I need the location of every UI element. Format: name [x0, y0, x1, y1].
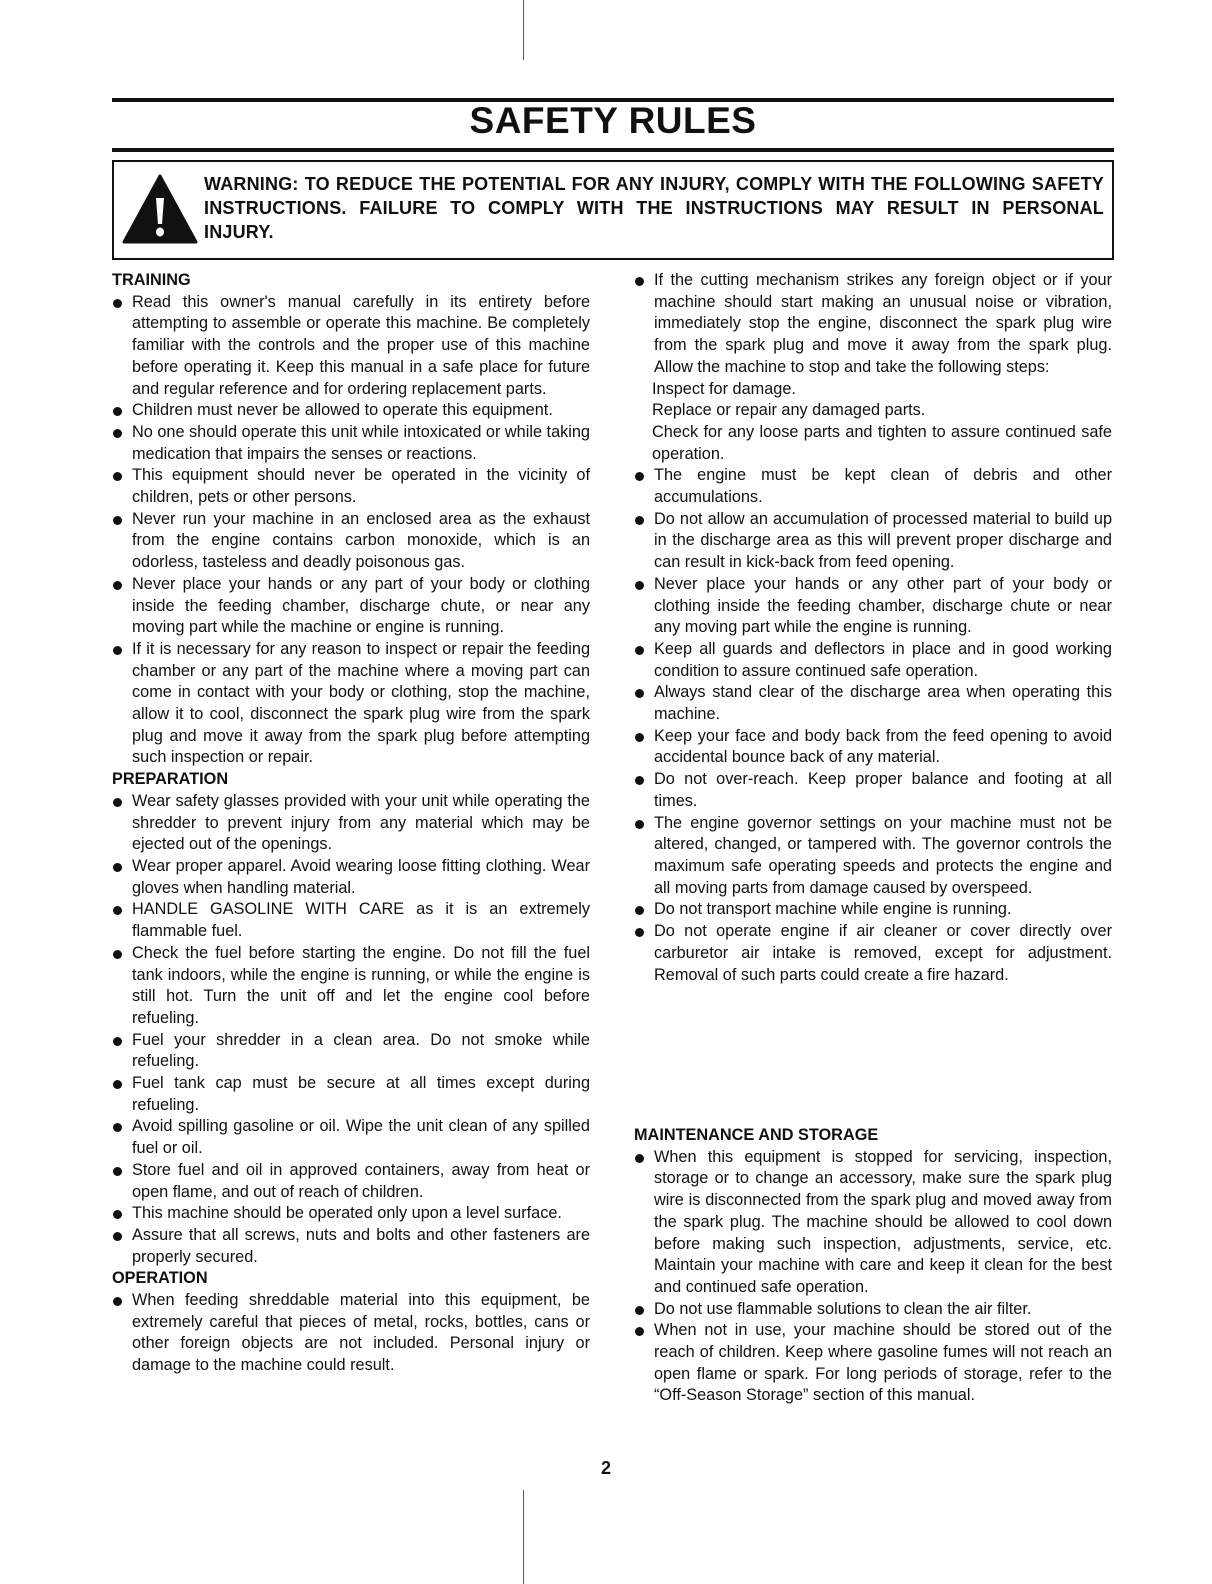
- item-text: Wear safety glasses provided with your unit while operating the shredder to prevent injury from any material which may be ejected out of the openings.: [132, 791, 590, 854]
- list-item: [112, 1290, 590, 1377]
- bullet-list: [112, 1290, 590, 1377]
- list-item: [634, 1147, 1112, 1299]
- list-item: [112, 509, 590, 574]
- item-text: Avoid spilling gasoline or oil. Wipe the unit clean of any spilled fuel or oil.: [132, 1117, 590, 1158]
- item-text: Children must never be allowed to operate this equipment.: [132, 401, 553, 420]
- warning-text: WARNING: TO REDUCE THE POTENTIAL FOR ANY INJURY, COMPLY WITH THE FOLLOWING SAFETY INSTRUCTIONS. FAILURE TO COMPLY WITH THE INSTRUCTIONS MAY RESULT IN PERSONAL INJURY.: [204, 174, 1104, 242]
- step-text: Replace or repair any damaged parts.: [652, 401, 926, 420]
- bullet-list: [634, 1147, 1112, 1407]
- maintenance-section: [634, 1125, 1112, 1407]
- bullet-icon: [113, 1232, 122, 1241]
- bullet-icon: [113, 581, 122, 590]
- list-item: [634, 639, 1112, 682]
- warning-box: [112, 160, 1114, 260]
- item-text: When this equipment is stopped for servicing, inspection, storage or to change an accessory, make sure the spark plug wire is disconnected from the spark plug and moved away from the spark plug. The machine should be allowed to cool down before making such inspection, adjustments, service, etc. Maintain your machine with care and keep it clean for the best and continued safe operation.: [654, 1147, 1112, 1296]
- bullet-icon: [113, 472, 122, 481]
- bullet-list: [634, 270, 1112, 986]
- list-item: [634, 270, 1112, 465]
- list-item: [112, 465, 590, 508]
- bullet-icon: [113, 1123, 122, 1132]
- item-text: Never place your hands or any part of your body or clothing inside the feeding chamber, discharge chute, or near any moving part while the machine or engine is running.: [132, 574, 590, 637]
- list-item: [112, 400, 590, 422]
- item-text: Fuel tank cap must be secure at all times except during refueling.: [132, 1074, 590, 1114]
- item-text: If it is necessary for any reason to inspect or repair the feeding chamber or any part of the machine where a moving part can come in contact with your body or clothing, stop the machine, allow it to cool, disconnect the spark plug wire from the spark plug and move it away from the spark plug before attempting such inspection or repair.: [132, 639, 590, 767]
- bullet-icon: [635, 1306, 644, 1315]
- page-title: SAFETY RULES: [469, 100, 757, 141]
- list-item: [112, 943, 590, 1030]
- list-item: [112, 574, 590, 639]
- list-item: [634, 1320, 1112, 1407]
- list-item: [634, 726, 1112, 769]
- bullet-icon: [113, 1210, 122, 1219]
- item-text: Wear proper apparel. Avoid wearing loose fitting clothing. Wear gloves when handling material.: [132, 856, 590, 897]
- bullet-icon: [635, 689, 644, 698]
- list-item: [112, 292, 590, 401]
- bullet-icon: [113, 950, 122, 959]
- item-text: When feeding shreddable material into this equipment, be extremely careful that pieces of metal, rocks, bottles, cans or other foreign objects are not included. Personal injury or damage to the machine could result.: [132, 1291, 590, 1375]
- list-item: [634, 769, 1112, 812]
- scan-artifact-line: [523, 0, 524, 60]
- list-item: [112, 1030, 590, 1073]
- list-item: [634, 1299, 1112, 1321]
- bullet-icon: [635, 277, 644, 286]
- item-text: Do not operate engine if air cleaner or cover directly over carburetor air intake is removed, except for adjustment. Removal of such parts could create a fire hazard.: [654, 922, 1112, 984]
- scan-artifact-line: [523, 1490, 524, 1584]
- item-text: Never place your hands or any other part of your body or clothing inside the feeding chamber, discharge chute or near any moving part while the engine is running.: [654, 574, 1112, 637]
- item-text: Store fuel and oil in approved containers, away from heat or open flame, and out of reach of children.: [132, 1160, 590, 1201]
- bullet-icon: [113, 1297, 122, 1306]
- list-item: [112, 1116, 590, 1159]
- item-text: Fuel your shredder in a clean area. Do not smoke while refueling.: [132, 1030, 590, 1071]
- list-item: [112, 1203, 590, 1225]
- bullet-icon: [113, 906, 122, 915]
- list-item: [112, 791, 590, 856]
- item-text: Never run your machine in an enclosed area as the exhaust from the engine contains carbon monoxide, which is an odorless, tasteless and deadly poisonous gas.: [132, 509, 590, 572]
- item-text: The engine must be kept clean of debris and other accumulations.: [654, 466, 1112, 507]
- bullet-icon: [635, 1327, 644, 1336]
- list-item: [112, 1225, 590, 1268]
- item-text: This equipment should never be operated in the vicinity of children, pets or other persons.: [132, 466, 590, 507]
- section-heading: TRAINING: [112, 271, 191, 289]
- item-text: The engine governor settings on your machine must not be altered, changed, or tampered with. The governor controls the maximum safe operating speeds and protects the engine and all moving parts from damage caused by overspeed.: [654, 813, 1112, 897]
- page-number: 2: [600, 1458, 611, 1478]
- item-text: Do not over-reach. Keep proper balance and footing at all times.: [654, 770, 1112, 810]
- list-item: [112, 1160, 590, 1203]
- item-text: Check the fuel before starting the engine. Do not fill the fuel tank indoors, while the engine is running, or while the engine is still hot. Turn the unit off and let the engine cool before refueling.: [132, 943, 590, 1027]
- item-text: Keep your face and body back from the feed opening to avoid accidental bounce back of any material.: [654, 726, 1112, 767]
- right-column: [634, 270, 1112, 986]
- list-item: [634, 465, 1112, 508]
- list-item: [112, 639, 590, 769]
- item-text: Read this owner's manual carefully in its entirety before attempting to assemble or operate this machine. Be completely familiar with the controls and the proper use of this machine before operating it. Keep this manual in a safe place for future and regular reference and for ordering replacement parts.: [132, 292, 590, 398]
- item-text: No one should operate this unit while intoxicated or while taking medication that impairs the senses or reactions.: [132, 422, 590, 463]
- item-text: Keep all guards and deflectors in place and in good working condition to assure continued safe operation.: [654, 639, 1112, 680]
- section-heading: PREPARATION: [112, 770, 229, 789]
- bullet-icon: [635, 516, 644, 525]
- step-text: Check for any loose parts and tighten to assure continued safe operation.: [652, 422, 1112, 463]
- bullet-icon: [113, 429, 122, 438]
- bullet-icon: [635, 1154, 644, 1163]
- item-text: This machine should be operated only upon a level surface.: [132, 1204, 562, 1223]
- bullet-icon: [113, 1080, 122, 1089]
- list-item: [112, 899, 590, 942]
- bullet-icon: [635, 820, 644, 829]
- bullet-icon: [113, 1167, 122, 1176]
- bullet-icon: [113, 407, 122, 416]
- item-text: HANDLE GASOLINE WITH CARE as it is an extremely flammable fuel.: [132, 900, 590, 941]
- item-text: Assure that all screws, nuts and bolts and other fasteners are properly secured.: [132, 1225, 590, 1266]
- bullet-icon: [113, 646, 122, 655]
- item-text: Do not use flammable solutions to clean the air filter.: [654, 1299, 1032, 1318]
- list-item: [634, 682, 1112, 725]
- list-item: [634, 899, 1112, 921]
- bullet-icon: [113, 1037, 122, 1046]
- title-bottom-rule: [112, 148, 1114, 152]
- bullet-icon: [113, 798, 122, 807]
- bullet-icon: [113, 299, 122, 308]
- list-item: [634, 921, 1112, 986]
- bullet-icon: [635, 472, 644, 481]
- bullet-icon: [113, 516, 122, 525]
- list-item: [634, 509, 1112, 574]
- item-text: Always stand clear of the discharge area when operating this machine.: [654, 683, 1112, 724]
- bullet-icon: [635, 776, 644, 785]
- bullet-list: [112, 292, 590, 769]
- item-text: Do not allow an accumulation of processed material to build up in the discharge area as this will prevent proper discharge and can result in kick-back from feed opening.: [654, 509, 1112, 572]
- list-item: [634, 813, 1112, 900]
- item-text: When not in use, your machine should be stored out of the reach of children. Keep where gasoline fumes will not reach an open flame or spark. For long periods of storage, refer to the “Off-Season Storage” section of this manual.: [654, 1321, 1112, 1405]
- list-item: [112, 856, 590, 899]
- bullet-icon: [635, 733, 644, 742]
- list-item: [112, 1073, 590, 1116]
- step-text: Inspect for damage.: [652, 379, 796, 398]
- bullet-icon: [113, 863, 122, 872]
- bullet-icon: [635, 928, 644, 937]
- item-text: Do not transport machine while engine is running.: [654, 900, 1012, 919]
- list-item: [634, 574, 1112, 639]
- section-heading: MAINTENANCE AND STORAGE: [634, 1126, 879, 1144]
- warning-triangle-icon: [122, 174, 198, 244]
- bullet-list: [112, 791, 590, 1268]
- left-column: [112, 270, 590, 1377]
- bullet-icon: [635, 581, 644, 590]
- bullet-icon: [635, 906, 644, 915]
- item-text: If the cutting mechanism strikes any foreign object or if your machine should start making an unusual noise or vibration, immediately stop the engine, disconnect the spark plug wire from the spark plug and move it away from the spark plug. Allow the machine to stop and take the following steps:: [654, 271, 1112, 376]
- bullet-icon: [635, 646, 644, 655]
- list-item: [112, 422, 590, 465]
- section-heading: OPERATION: [112, 1269, 208, 1288]
